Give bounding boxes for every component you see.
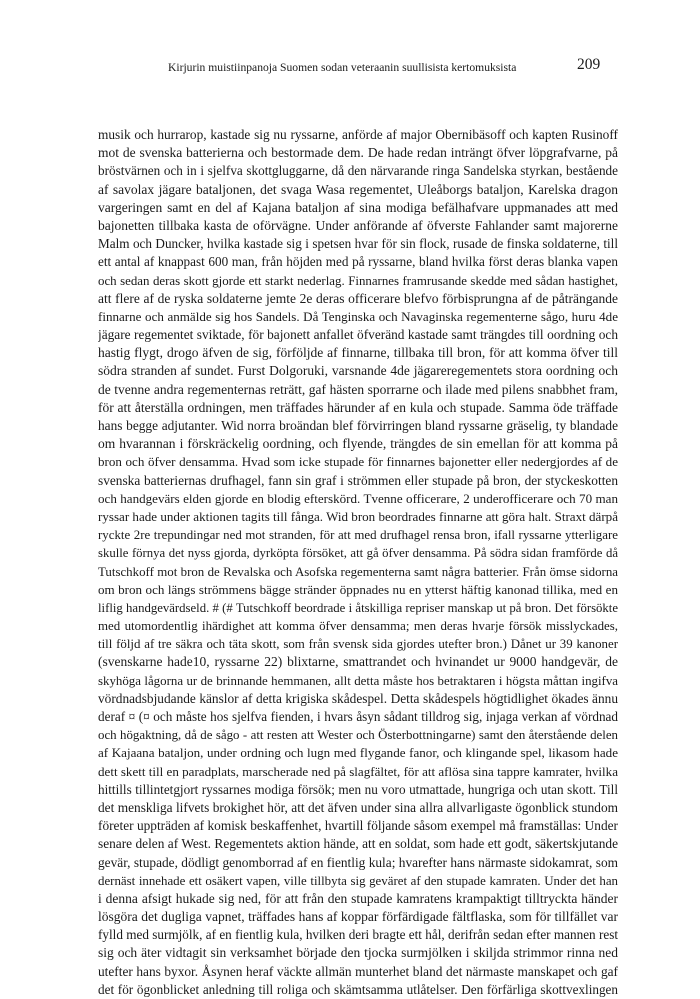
- text-line: vördnadsbjudande känslor af detta krigiska skådespel. Detta skådespels högtidlighet ökades ännu: [98, 690, 618, 706]
- text-line: dernäst innehade ett osäkert vapen, ville tillbyta sig geväret af den stupade kamraten. Under det han: [98, 873, 618, 888]
- text-line: svenska batteriernas drufhagel, fann sin graf i strömmen eller stupade på bron, der styckeskotten: [98, 472, 618, 488]
- text-line: och handgevärs elden gjorde en blodig efterskörd. Tvenne officerare, 2 underofficerare och 70 man: [98, 490, 618, 506]
- text-line: om bron och längs strömmens bägge stränder öppnades nu en ytterst häftig kanonad tillika, med en: [98, 581, 618, 597]
- text-line: för att återställa ordningen, men träffades härunder af en kula och stupade. Samma öde träffade: [98, 399, 618, 415]
- text-line: liflig handgevärdseld. # (# Tutschkoff beordrade i åtskilliga repriser manskap ut på bron. Det försökte: [98, 600, 618, 615]
- text-line: Tutschkoff mot bron de Revalska och Asofska regementerna samt några batterier. Från ömse sidorna: [98, 564, 618, 579]
- text-line: företer uppträden af komisk beskaffenhet, hvartill följande såsom exempel må framställas: Under: [98, 818, 618, 834]
- text-line: sig och äter vidtagit sin verksamhet började den tjocka surmjölken i skiljda strimmor rinna ned: [98, 945, 618, 961]
- text-line: hastig flygt, drogo äfven de sig, förföljde af finnarne, tillbaka till bron, för att komma öfver till: [98, 345, 618, 361]
- text-line: skulle förnya det nyss gjorda, dyrköpta försöket, att gå öfver densamma. På södra sidan framförde då: [98, 546, 618, 561]
- text-line: till följd af tre säkra och täta skott, som från svensk sida gjordes utefter bron.) Dånet ur 39 kanoner: [98, 637, 618, 652]
- text-line: i denna afsigt hukade sig ned, för att från den stupade kamratens krampaktigt tilltryckta händer: [98, 890, 618, 906]
- text-line: ryckte 2re trepundingar ned mot stranden, för att med drufhagel rensa bron, ifall ryssarne ytterligare: [98, 528, 618, 543]
- text-line: deraf ¤ (¤ och måste hos sjelfva fienden, i hvars åsyn sådant tilldrog sig, injaga verkan af vördnad: [98, 709, 618, 724]
- text-line: Malm och Duncker, hvilka kastade sig i spetsen hvar för sin flock, rusade de finska soldaterne, till: [98, 236, 618, 252]
- text-line: det för ögonblicket anledning till roliga och skämtsamma utlåtelser. Den förfärliga skottvexlingen: [98, 981, 618, 997]
- text-line: mot de svenska batterierna och bestormade dem. De hade redan inträngt öfver löpgrafvarne, på: [98, 145, 618, 161]
- text-line: med utomordentlig ihärdighet att komma öfver densamma; men deras hvarje försök misslyckades,: [98, 619, 618, 634]
- text-line: senare delen af West. Regementets aktion hände, att en soldat, som hade ett godt, säkertskjutande: [98, 836, 618, 852]
- text-line: om hvarannan i förskräckelig oordning, och flyende, trängdes de sin emellan för att komma på: [98, 436, 618, 452]
- text-line: södra stranden af sundet. Furst Dolgoruki, varsnande 4de jägareregementets stora oordning och: [98, 363, 618, 379]
- text-line: af savolax jägare bataljonen, det svaga Wasa regementet, Uleåborgs bataljon, Karelska dragon: [98, 181, 618, 197]
- text-line: (svenskarne hade10, ryssarne 22) blixtarne, smattrandet och hvinandet ur 9000 handgevär, de: [98, 654, 618, 670]
- running-title: Kirjurin muistiinpanoja Suomen sodan veteraanin suullisista kertomuksista: [168, 61, 517, 74]
- text-line: de tvenne andra regementernas reträtt, gaf hästen sporrarne och ilade med pilens snabbhet fram,: [98, 381, 618, 397]
- text-line: bajonetten tillbaka kasta de oförvägne. Under anförande af öfverste Fahlander samt majorerne: [98, 217, 618, 233]
- text-line: vargeringen samt en del af Kajana bataljon af sina modiga befälhafvare uppmanades att med: [98, 199, 618, 215]
- text-line: fylld med surmjölk, af en fientlig kula, hvilken deri bragte ett hål, derifrån sedan efter mannen rest: [98, 927, 618, 943]
- text-line: bröstvärnen och in i sjelfva skottgluggarne, då den närvarande ringa Sandelska styrkan, bestående: [98, 163, 618, 179]
- text-line: gevär, stupade, dödligt genomborrad af en fientlig kula; hvarefter hans närmaste sidokamrat, som: [98, 854, 618, 870]
- text-line: musik och hurrarop, kastade sig nu ryssarne, anförde af major Obernibäsoff och kapten Rusinoff: [98, 127, 618, 142]
- text-line: att flere af de ryska soldaterne jemte 2e deras officerare blefvo förbisprungna af de påträngande: [98, 290, 618, 306]
- text-line: dett skett till en paradplats, marscherade ned på slagfältet, för att aflösa sina tappre kamrater, hvilka: [98, 763, 618, 779]
- text-line: skyhöga lågorna ur de brinnande hemmanen, allt detta måste hos betraktaren i högsta måttan ingifva: [98, 673, 618, 688]
- page-number: 209: [577, 56, 601, 73]
- text-line: och sedan deras skott gjorde ett starkt nederlag. Finnarnes framrusande skedde med sådan hastighet,: [98, 273, 618, 288]
- text-line: af Kajaana bataljon, under ordning och lugn med flygande fanor, och klingande spel, likasom hade: [98, 745, 618, 761]
- body-text: [98, 126, 618, 999]
- text-line: finnarne och anmälde sig hos Sandels. Då Tenginska och Navaginska regementerne sågo, huru 4de: [98, 308, 618, 324]
- text-line: lösgöra det dugliga vapnet, träffades hans af koppar förfärdigade fältflaska, som för tillfället var: [98, 909, 618, 925]
- text-line: det menskliga lifvets brokighet hör, att det äfven under sina allra allvarligaste ögonblick stundom: [98, 799, 618, 815]
- text-line: hans begge adjutanter. Wid norra broändan blef förvirringen bland ryssarne gräselig, ty blandade: [98, 418, 618, 433]
- text-line: hittills tillintetgjort ryssarnes modiga försök; men nu voro utmattade, hungriga och utan skott. Till: [98, 781, 618, 797]
- text-line: jägare regementet sviktade, för bajonett anfallet öfveränd kastade samt trängdes till oordning och: [98, 327, 618, 343]
- text-line: ett antal af knappast 600 man, från höjden med på ryssarne, bland hvilka först deras blanka vapen: [98, 254, 618, 270]
- text-line: och högaktning, då de sågo - att resten att Wester och Österbottningarne) samt den återstående delen: [98, 728, 618, 743]
- text-line: bron och öfver densamma. Hvad som icke stupade för finnarnes bajonetter eller nedergjordes af de: [98, 454, 618, 470]
- text-line: utefter hans byxor. Åsynen heraf väckte allmän munterhet bland det närmaste manskapet och gaf: [98, 963, 618, 979]
- text-line: ryssar hade under aktionen tagits till fånga. Wid bron beordrades finnarne att göra halt. Straxt därpå: [98, 508, 618, 524]
